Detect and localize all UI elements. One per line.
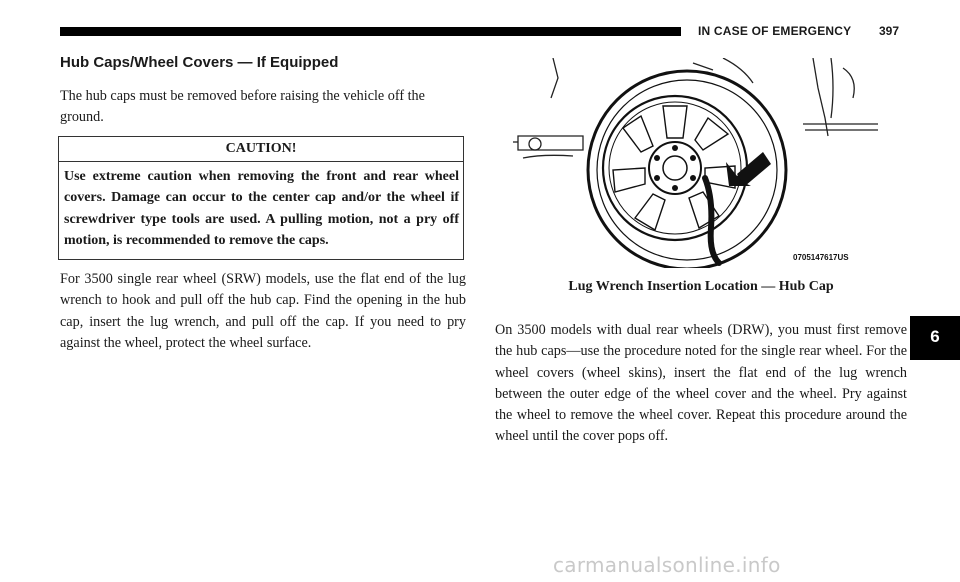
chapter-tab-number: 6 [930, 327, 940, 346]
section-title: Hub Caps/Wheel Covers — If Equipped [60, 54, 339, 71]
wheel-illustration [513, 58, 883, 268]
page-number: 397 [879, 24, 900, 38]
hub-center [663, 156, 687, 180]
figure-code: 0705147617US [793, 253, 849, 262]
header-rule [60, 27, 681, 36]
caution-title: CAUTION! [59, 137, 463, 162]
srw-paragraph: For 3500 single rear wheel (SRW) models, use the flat end of the lug wrench to hook and pull off the hub cap. Find the opening in the hub cap, insert the lug wrench, and pull off the cap. If you need to pry against the wheel, protect the wheel surface. [60, 271, 466, 351]
wheel-drawing [513, 58, 883, 268]
running-header-title: IN CASE OF EMERGENCY [698, 24, 852, 38]
intro-paragraph: The hub caps must be removed before raising the vehicle off the ground. [60, 88, 425, 126]
drw-paragraph: On 3500 models with dual rear wheels (DRW), you must first remove the hub caps—use the procedure noted for the single rear wheel. For the wheel covers (wheel skins), insert the flat end of the lug wrench between the outer edge of the wheel cover and the wheel. Pry against the wheel to remove the wheel cover. Repeat this procedure around the wheel until the cover pops off. [495, 322, 907, 445]
caution-body: Use extreme caution when removing the front and rear wheel covers. Damage can occur to the center cap and/or the wheel if screwdriver type tools are used. A pulling motion, not a pry off motion, is recommended to remove the caps. [64, 169, 459, 248]
watermark: carmanualsonline.info [553, 553, 781, 577]
figure-caption: Lug Wrench Insertion Location — Hub Cap [568, 279, 834, 294]
caution-box [58, 136, 464, 260]
chapter-tab [910, 316, 960, 360]
